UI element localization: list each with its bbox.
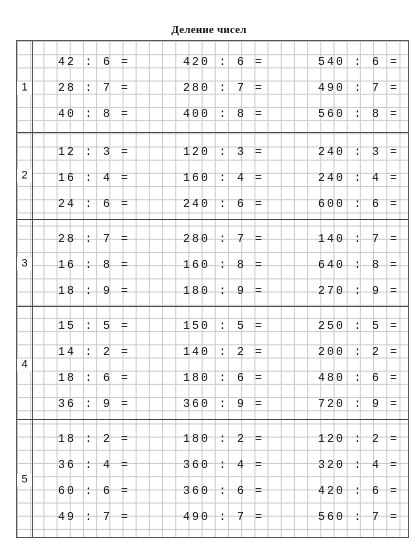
exercise: 180 : 2 = [183,433,265,446]
exercise: 36 : 4 = [58,459,131,472]
exercise-row [33,433,409,447]
exercise-group-5 [17,420,408,537]
exercise-row [33,108,409,122]
exercise-group-3 [17,220,408,307]
exercise: 250 : 5 = [318,320,400,333]
exercise: 15 : 5 = [58,320,131,333]
exercise: 180 : 9 = [183,285,265,298]
exercise: 360 : 9 = [183,398,265,411]
exercise: 42 : 6 = [58,56,131,69]
worksheet-title: Деление чисел [171,24,247,36]
exercise: 18 : 6 = [58,372,131,385]
exercise: 28 : 7 = [58,233,131,246]
exercise: 480 : 6 = [318,372,400,385]
exercise: 36 : 9 = [58,398,131,411]
exercise: 420 : 6 = [318,485,400,498]
exercise: 200 : 2 = [318,346,400,359]
exercise: 18 : 9 = [58,285,131,298]
exercise-row [33,511,409,525]
exercise: 240 : 3 = [318,146,400,159]
exercise: 720 : 9 = [318,398,400,411]
exercise: 140 : 7 = [318,233,400,246]
exercise: 420 : 6 = [183,56,265,69]
exercise: 12 : 3 = [58,146,131,159]
exercise-group-2 [17,133,408,220]
exercise: 150 : 5 = [183,320,265,333]
exercise-row [33,320,409,334]
grid-sheet [16,40,409,538]
exercise: 270 : 9 = [318,285,400,298]
exercise: 180 : 6 = [183,372,265,385]
exercise-row [33,485,409,499]
exercise: 240 : 4 = [318,172,400,185]
exercise: 40 : 8 = [58,108,131,121]
exercise: 320 : 4 = [318,459,400,472]
exercise: 16 : 8 = [58,259,131,272]
exercise: 120 : 3 = [183,146,265,159]
exercise: 24 : 6 = [58,198,131,211]
exercise: 490 : 7 = [183,511,265,524]
exercise-row [33,198,409,212]
exercise: 160 : 8 = [183,259,265,272]
group-number: 5 [17,474,32,487]
exercise: 560 : 8 = [318,108,400,121]
exercise: 240 : 6 = [183,198,265,211]
group-number: 1 [17,82,32,95]
exercise: 360 : 6 = [183,485,265,498]
exercise: 560 : 7 = [318,511,400,524]
exercise: 49 : 7 = [58,511,131,524]
exercise-row [33,56,409,70]
exercise-row [33,285,409,299]
exercise: 280 : 7 = [183,233,265,246]
exercise-row [33,372,409,386]
exercise: 280 : 7 = [183,82,265,95]
exercise: 540 : 6 = [318,56,400,69]
exercise: 120 : 2 = [318,433,400,446]
exercise: 400 : 8 = [183,108,265,121]
exercise: 18 : 2 = [58,433,131,446]
exercise-row [33,233,409,247]
exercise-group-1 [17,41,408,133]
exercise: 360 : 4 = [183,459,265,472]
group-number: 4 [17,359,32,372]
exercise-row [33,398,409,412]
exercise-row [33,346,409,360]
group-number: 3 [17,258,32,271]
exercise: 490 : 7 = [318,82,400,95]
exercise-row [33,82,409,96]
exercise: 60 : 6 = [58,485,131,498]
exercise: 14 : 2 = [58,346,131,359]
group-number: 2 [17,170,32,183]
exercise: 140 : 2 = [183,346,265,359]
exercise-row [33,259,409,273]
exercise: 160 : 4 = [183,172,265,185]
exercise: 16 : 4 = [58,172,131,185]
exercise-row [33,146,409,160]
exercise-row [33,459,409,473]
exercise-row [33,172,409,186]
exercise-group-4 [17,307,408,420]
exercise: 28 : 7 = [58,82,131,95]
exercise: 640 : 8 = [318,259,400,272]
exercise: 600 : 6 = [318,198,400,211]
